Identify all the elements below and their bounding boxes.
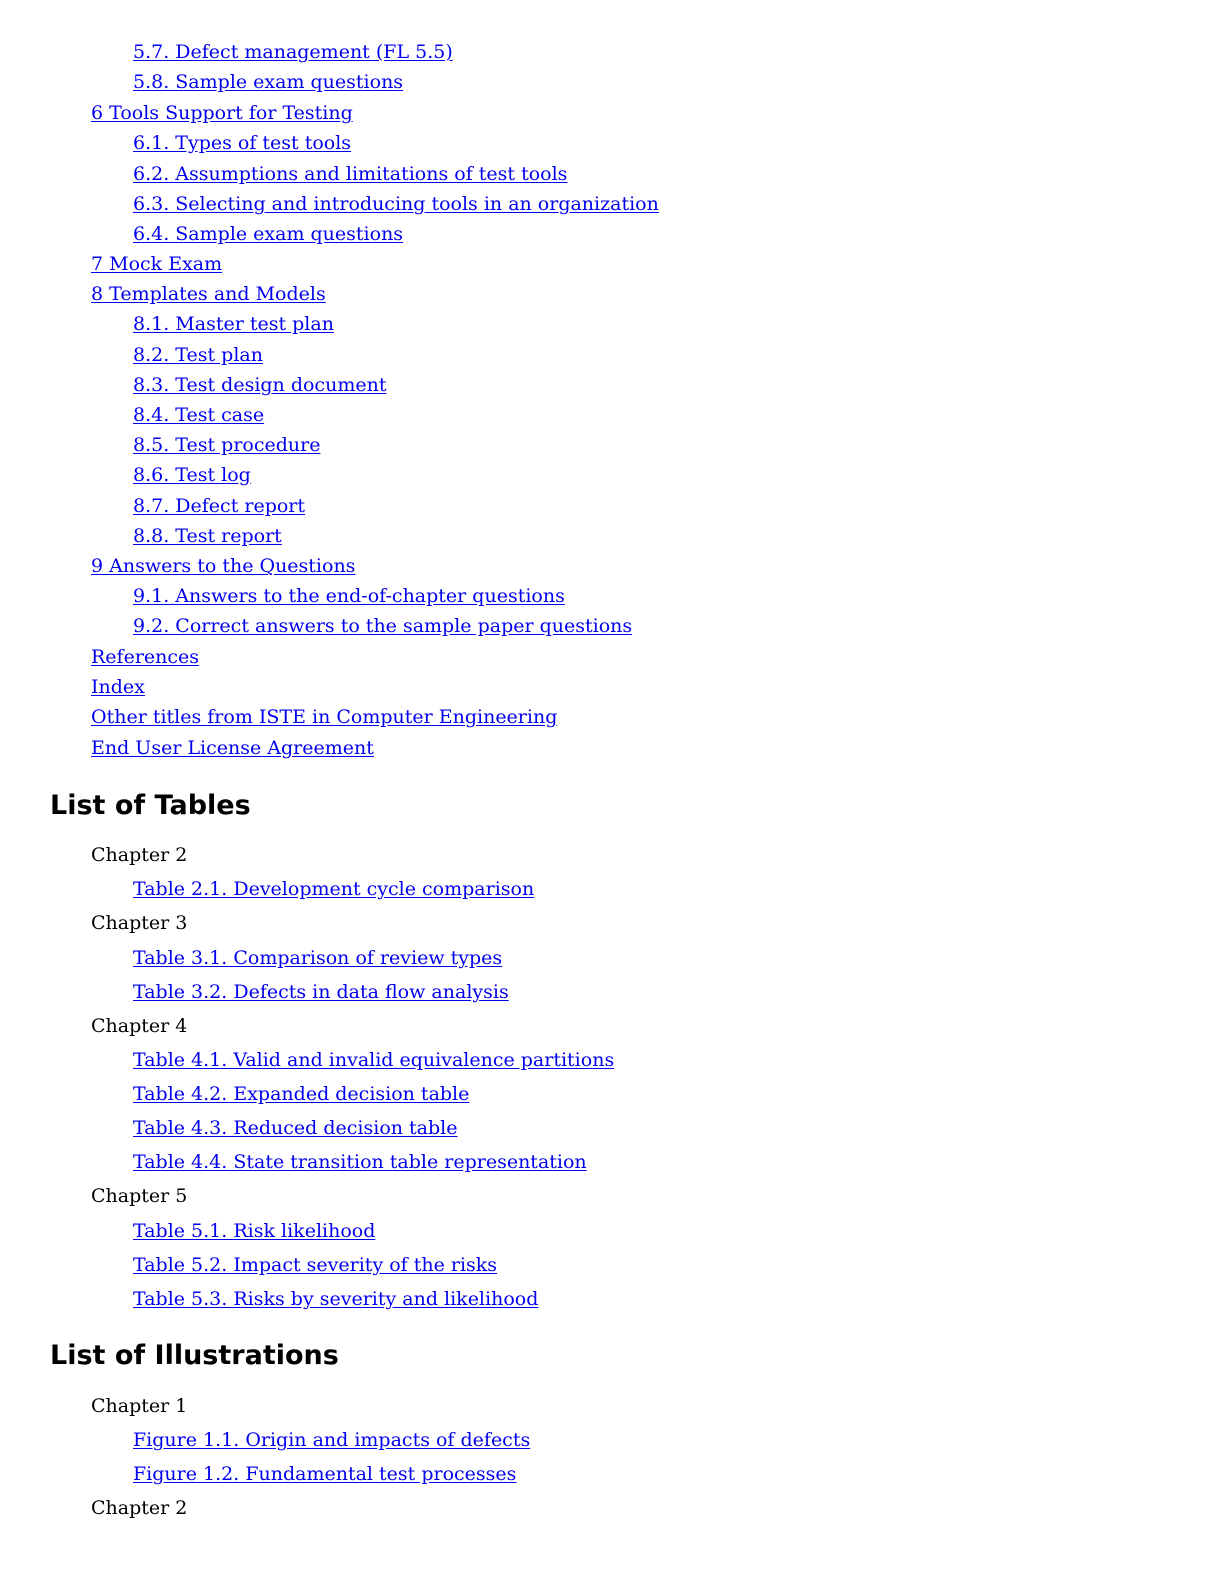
list-of-illustrations-heading: List of Illustrations [50,1340,339,1371]
toc-link-8-8[interactable]: 8.8. Test report [133,525,282,547]
figure-link-1-1[interactable]: Figure 1.1. Origin and impacts of defects [133,1429,531,1451]
toc-link-eula[interactable]: End User License Agreement [91,737,374,759]
toc-link-chapter-7[interactable]: 7 Mock Exam [91,253,223,275]
toc-link-chapter-6[interactable]: 6 Tools Support for Testing [91,102,353,124]
toc-link-9-1[interactable]: 9.1. Answers to the end-of-chapter questions [133,585,565,607]
toc-link-8-7[interactable]: 8.7. Defect report [133,495,306,517]
tables-chapter-3-label: Chapter 3 [91,912,188,934]
toc-link-other-titles[interactable]: Other titles from ISTE in Computer Engineering [91,706,558,728]
figure-link-1-2[interactable]: Figure 1.2. Fundamental test processes [133,1463,517,1485]
tables-chapter-5-label: Chapter 5 [91,1185,188,1207]
table-link-5-2[interactable]: Table 5.2. Impact severity of the risks [133,1254,498,1276]
toc-link-8-3[interactable]: 8.3. Test design document [133,374,387,396]
toc-link-references[interactable]: References [91,646,200,668]
toc-link-6-1[interactable]: 6.1. Types of test tools [133,132,352,154]
table-link-3-2[interactable]: Table 3.2. Defects in data flow analysis [133,981,509,1003]
toc-link-8-4[interactable]: 8.4. Test case [133,404,265,426]
toc-link-6-3[interactable]: 6.3. Selecting and introducing tools in an organization [133,193,659,215]
illustrations-chapter-1-label: Chapter 1 [91,1395,188,1417]
toc-link-6-4[interactable]: 6.4. Sample exam questions [133,223,404,245]
toc-link-8-1[interactable]: 8.1. Master test plan [133,313,334,335]
table-link-2-1[interactable]: Table 2.1. Development cycle comparison [133,878,535,900]
table-link-4-3[interactable]: Table 4.3. Reduced decision table [133,1117,458,1139]
illustrations-chapter-2-label: Chapter 2 [91,1497,188,1519]
toc-link-index[interactable]: Index [91,676,145,698]
toc-link-chapter-8[interactable]: 8 Templates and Models [91,283,326,305]
toc-link-8-5[interactable]: 8.5. Test procedure [133,434,321,456]
table-link-4-1[interactable]: Table 4.1. Valid and invalid equivalence partitions [133,1049,615,1071]
table-link-4-2[interactable]: Table 4.2. Expanded decision table [133,1083,470,1105]
toc-link-9-2[interactable]: 9.2. Correct answers to the sample paper questions [133,615,633,637]
table-link-4-4[interactable]: Table 4.4. State transition table representation [133,1151,587,1173]
table-link-5-1[interactable]: Table 5.1. Risk likelihood [133,1220,376,1242]
tables-chapter-4-label: Chapter 4 [91,1015,188,1037]
list-of-tables-heading: List of Tables [50,790,251,821]
table-link-5-3[interactable]: Table 5.3. Risks by severity and likelihood [133,1288,539,1310]
toc-link-chapter-9[interactable]: 9 Answers to the Questions [91,555,356,577]
toc-link-5-7[interactable]: 5.7. Defect management (FL 5.5) [133,41,453,63]
toc-link-8-2[interactable]: 8.2. Test plan [133,344,263,366]
tables-chapter-2-label: Chapter 2 [91,844,188,866]
table-link-3-1[interactable]: Table 3.1. Comparison of review types [133,947,503,969]
toc-link-8-6[interactable]: 8.6. Test log [133,464,251,486]
toc-link-5-8[interactable]: 5.8. Sample exam questions [133,71,404,93]
toc-link-6-2[interactable]: 6.2. Assumptions and limitations of test tools [133,163,568,185]
